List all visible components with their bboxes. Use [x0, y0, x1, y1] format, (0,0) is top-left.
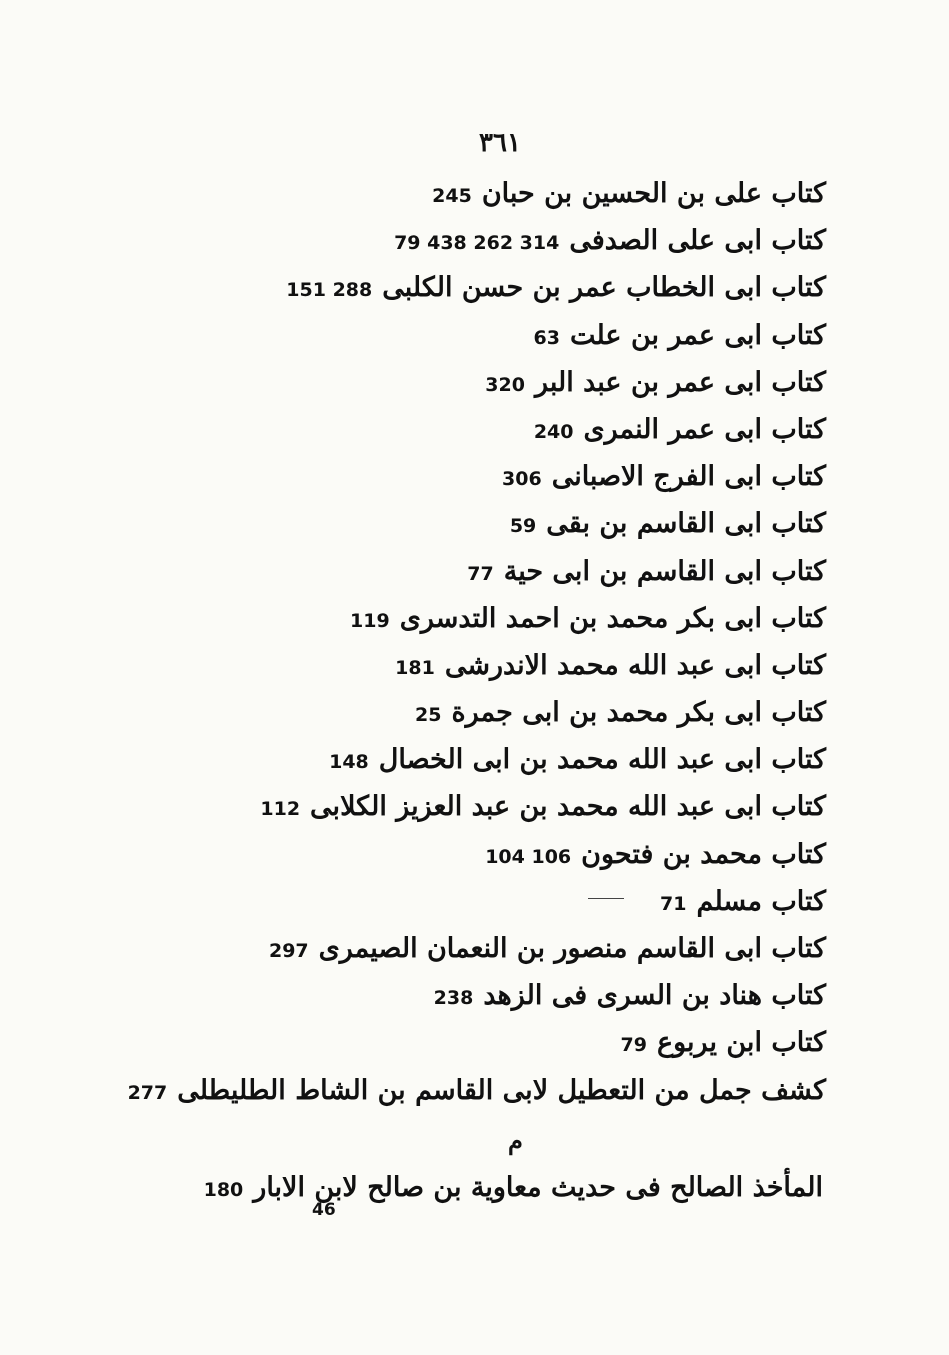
entry-pages: 297: [268, 940, 309, 962]
index-entry: [186, 736, 826, 783]
index-entries: [127, 170, 826, 1114]
index-entry: [186, 406, 826, 453]
entry-title: كتاب ابى عمر بن علت: [569, 319, 826, 351]
entry-title: كتاب ابى عمر النمرى: [583, 413, 826, 445]
entry-pages: 148: [329, 751, 369, 774]
entry-pages: 79 438 262 314: [394, 232, 560, 255]
entry-title: كتاب ابى القاسم منصور بن النعمان الصيمرى: [318, 933, 826, 964]
index-entry: [186, 453, 826, 500]
entry-pages: 104 106: [485, 845, 572, 868]
entry-pages: 25: [415, 704, 442, 727]
entry-pages: 112: [260, 798, 301, 821]
entry-title: كتاب ابى عبد الله محمد الاندرشى: [444, 649, 826, 681]
index-entry: [186, 264, 826, 311]
entry-title: كتاب ابى بكر محمد بن ابى جمرة: [451, 697, 826, 729]
entry-title: كتاب ابى عبد الله محمد بن عبد العزيز الكلابى: [310, 791, 826, 823]
index-entry: [186, 500, 826, 547]
index-entry: [126, 1067, 826, 1114]
index-entry: [186, 217, 826, 264]
entry-title: كتاب ابى عبد الله محمد بن ابى الخصال: [378, 744, 826, 776]
index-entry: [186, 312, 826, 359]
entry-title: كتاب ابى عمر بن عبد البر: [534, 366, 826, 398]
entry-title: كتاب ابى الفرج الاصبانى: [551, 461, 826, 493]
entry-sub-pages: 46: [312, 1200, 336, 1220]
entry-title: كتاب ابى الخطاب عمر بن حسن الكلبى: [382, 272, 826, 304]
index-entry: [186, 642, 826, 689]
index-entry: [186, 878, 826, 925]
index-entry: [186, 972, 826, 1019]
entry-title: كتاب ابى بكر محمد بن احمد التدسرى: [399, 602, 826, 634]
index-entry: [186, 548, 826, 595]
entry-pages: 180: [203, 1179, 244, 1201]
entry-title: كتاب على بن الحسين بن حبان: [481, 178, 826, 209]
entry-title: كشف جمل من التعطيل لابى القاسم بن الشاط الطليطلى: [177, 1074, 826, 1106]
index-entry: [186, 1019, 826, 1066]
entry-title: كتاب ابن يربوع: [656, 1027, 826, 1059]
index-entry: [186, 925, 826, 972]
index-entry: [186, 783, 826, 830]
entry-pages: 63: [533, 326, 560, 349]
entry-pages: 119: [350, 609, 390, 632]
entry-pages: 77: [467, 562, 494, 585]
entry-pages: 59: [509, 515, 537, 538]
index-entry: [186, 359, 826, 406]
entry-title: كتاب محمد بن فتحون: [581, 838, 826, 870]
entry-pages: 306: [502, 468, 542, 491]
entry-title: المأخذ الصالح فى حديث معاوية بن صالح لابن الابار: [253, 1172, 823, 1203]
index-entry: [186, 689, 826, 736]
index-entry: [186, 170, 826, 217]
entry-pages: 320: [485, 373, 525, 396]
entry-title: كتاب مسلم: [696, 885, 826, 917]
entry-title: كتاب ابى على الصدفى: [569, 225, 826, 257]
index-entry: [186, 831, 826, 878]
dash-mark: [588, 898, 624, 899]
index-entry: [186, 595, 826, 642]
entry-title: كتاب هناد بن السرى فى الزهد: [483, 980, 826, 1012]
entry-pages: 238: [433, 987, 474, 1010]
entry-title: كتاب ابى القاسم بن ابى حية: [503, 555, 826, 587]
index-entry-last: [183, 1164, 823, 1214]
entry-pages: 71: [660, 892, 687, 915]
entry-title: كتاب ابى القاسم بن بقى: [546, 508, 826, 540]
entry-pages: 181: [395, 656, 435, 679]
entry-pages: 277: [127, 1081, 168, 1104]
entry-pages: 79: [620, 1034, 647, 1057]
entry-pages: 240: [533, 420, 574, 443]
page-number: ٣٦١: [479, 128, 521, 158]
entry-pages: 151 288: [286, 279, 373, 302]
section-letter: م: [508, 1126, 523, 1155]
entry-pages: 245: [432, 185, 472, 207]
